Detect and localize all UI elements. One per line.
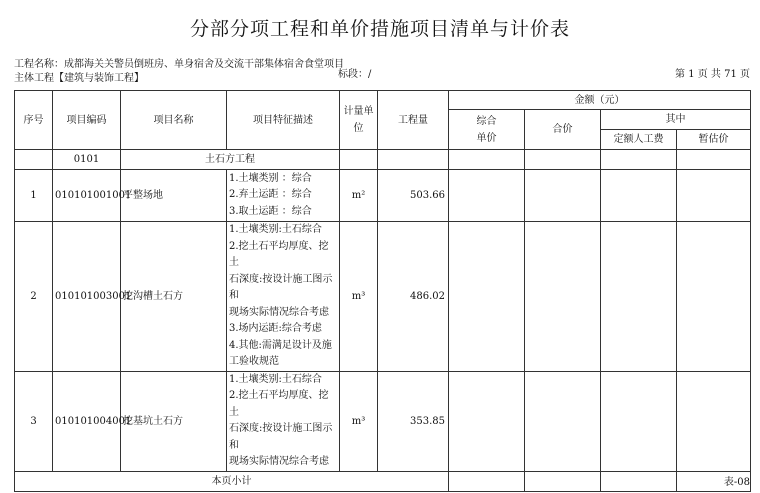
row-qty: 503.66 bbox=[378, 170, 449, 222]
header-labor: 定额人工费 bbox=[601, 130, 677, 150]
row-desc bbox=[227, 222, 340, 372]
header-total: 合价 bbox=[525, 110, 601, 150]
row-unit: m² bbox=[340, 170, 378, 222]
desc-line: 石深度:按设计施工图示和 bbox=[229, 273, 333, 301]
desc-line: 1.土壤类别 ：综合 bbox=[229, 172, 312, 184]
row-seq: 2 bbox=[15, 222, 53, 372]
table-row bbox=[15, 371, 751, 471]
section-code: 0101 bbox=[53, 150, 121, 170]
header-seq: 序号 bbox=[15, 91, 53, 150]
form-number: 表-08 bbox=[723, 477, 750, 488]
row-qty: 486.02 bbox=[378, 222, 449, 372]
desc-line: 2.挖土石平均厚度、挖土 bbox=[229, 390, 329, 418]
header-amount: 金额（元） bbox=[449, 91, 751, 110]
header-unit-price bbox=[449, 110, 525, 150]
row-desc bbox=[227, 371, 340, 471]
desc-line: 1.土壤类别:土石综合 bbox=[229, 373, 322, 385]
desc-line: 3.取土运距 ：综合 bbox=[229, 205, 312, 217]
row-seq: 1 bbox=[15, 170, 53, 222]
header-code: 项目编码 bbox=[53, 91, 121, 150]
desc-line: 工验收规范 bbox=[229, 356, 279, 367]
project-name: 工程名称：成都海关关警员倒班房、单身宿舍及交流干部集体宿舍食堂项目 bbox=[14, 59, 344, 70]
header-name: 项目名称 bbox=[121, 91, 227, 150]
row-unit: m³ bbox=[340, 222, 378, 372]
desc-line: 4.其他:需满足设计及施 bbox=[229, 339, 332, 351]
header-among: 其中 bbox=[601, 110, 751, 130]
desc-line: 2.弃土运距 ：综合 bbox=[229, 189, 312, 201]
section-name: 土石方工程 bbox=[121, 150, 340, 170]
desc-line: 现场实际情况综合考虑 bbox=[229, 306, 329, 318]
header-desc: 项目特征描述 bbox=[227, 91, 340, 150]
desc-line: 3.场内运距:综合考虑 bbox=[229, 323, 322, 334]
section-row bbox=[15, 150, 751, 170]
subtotal-label: 本页小计 bbox=[15, 471, 449, 491]
row-code: 010101004001 bbox=[53, 371, 121, 471]
row-unit: m³ bbox=[340, 371, 378, 471]
row-qty: 353.85 bbox=[378, 371, 449, 471]
header-unit-price-l2: 单价 bbox=[476, 132, 497, 144]
header-unit: 计量单位 bbox=[340, 91, 378, 150]
header-unit-price-l1: 综合 bbox=[476, 115, 497, 127]
table-row bbox=[15, 222, 751, 372]
section-label: 标段：/ bbox=[338, 69, 372, 80]
header-qty: 工程量 bbox=[378, 91, 449, 150]
project-subtitle: 主体工程【建筑与装饰工程】 bbox=[14, 73, 144, 84]
desc-line: 石深度:按设计施工图示和 bbox=[229, 423, 333, 451]
row-name: 挖沟槽土石方 bbox=[121, 222, 227, 372]
row-code: 010101001001 bbox=[53, 170, 121, 222]
page-title: 分部分项工程和单价措施项目清单与计价表 bbox=[189, 18, 570, 40]
subtotal-row bbox=[15, 471, 751, 491]
page-info: 第 1 页 共 71 页 bbox=[675, 69, 750, 80]
row-code: 010101003001 bbox=[53, 222, 121, 372]
header-provisional: 暂估价 bbox=[677, 130, 751, 150]
row-name: 挖基坑土石方 bbox=[121, 371, 227, 471]
desc-line: 现场实际情况综合考虑 bbox=[229, 456, 329, 467]
row-desc bbox=[227, 170, 340, 222]
desc-line: 2.挖土石平均厚度、挖土 bbox=[229, 240, 329, 268]
row-name: 平整场地 bbox=[121, 170, 227, 222]
row-seq: 3 bbox=[15, 371, 53, 471]
pricing-table bbox=[14, 90, 751, 492]
desc-line: 1.土壤类别:土石综合 bbox=[229, 224, 322, 235]
table-row bbox=[15, 170, 751, 222]
